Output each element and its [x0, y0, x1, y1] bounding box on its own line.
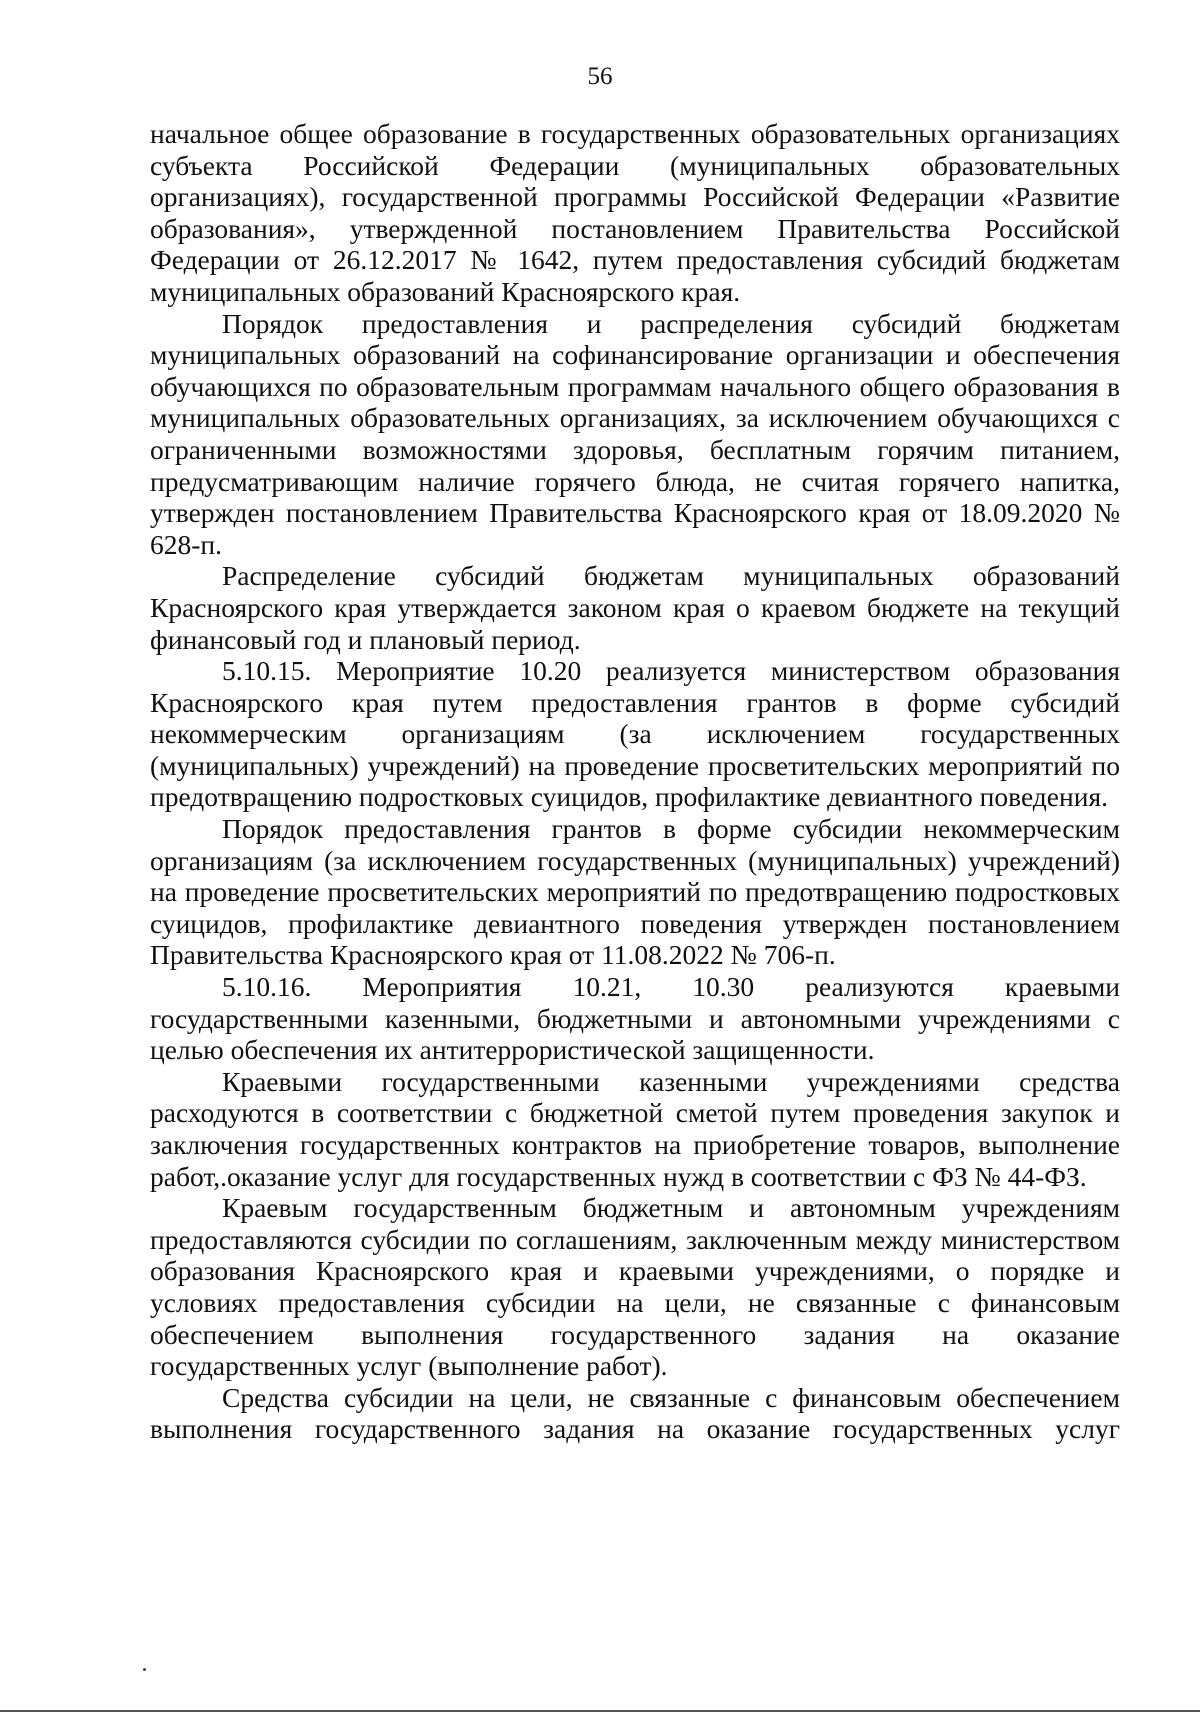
paragraph-6: 5.10.16. Мероприятия 10.21, 10.30 реализуются краевыми государственными казенными, бюджетными и автономными учреждениями с целью обеспечения их антитеррористической защищенности.: [150, 971, 1120, 1066]
paragraph-9: Средства субсидии на цели, не связанные с финансовым обеспечением выполнения государственного задания на оказание государственных услуг: [150, 1381, 1120, 1445]
paragraph-2: Порядок предоставления и распределения субсидий бюджетам муниципальных образований на софинансирование организации и обеспечения обучающихся по образовательным программам начального общего образования в муниципальных образовательных организациях, за исключением обучающихся с ограниченными возможностями здоровья, бесплатным горячим питанием, предусматривающим наличие горячего блюда, не считая горячего напитка, утвержден постановлением Правительства Красноярского края от 18.09.2020 № 628-п.: [150, 307, 1120, 560]
paragraph-3: Распределение субсидий бюджетам муниципальных образований Красноярского края утверждается законом края о краевом бюджете на текущий финансовый год и плановый период.: [150, 560, 1120, 655]
paragraph-4: 5.10.15. Мероприятие 10.20 реализуется министерством образования Красноярского края путем предоставления грантов в форме субсидий некоммерческим организациям (за исключением государственных (муниципальных) учреждений) на проведение просветительских мероприятий по предотвращению подростковых суицидов, профилактике девиантного поведения.: [150, 655, 1120, 813]
paragraph-8: Краевым государственным бюджетным и автономным учреждениям предоставляются субсидии по соглашениям, заключенным между министерством образования Красноярского края и краевыми учреждениями, о порядке и условиях предоставления субсидии на цели, не связанные с финансовым обеспечением выполнения государственного задания на оказание государственных услуг (выполнение работ).: [150, 1192, 1120, 1382]
paragraph-7: Краевыми государственными казенными учреждениями средства расходуются в соответствии с бюджетной сметой путем проведения закупок и заключения государственных контрактов на приобретение товаров, выполнение работ,.оказание услуг для государственных нужд в соответствии с ФЗ № 44-ФЗ.: [150, 1065, 1120, 1192]
scan-bottom-edge: [0, 1710, 1200, 1712]
document-body: [150, 118, 1120, 1445]
scan-speck: [143, 1668, 146, 1671]
paragraph-5: Порядок предоставления грантов в форме субсидии некоммерческим организациям (за исключением государственных (муниципальных) учреждений) на проведение просветительских мероприятий по предотвращению подростковых суицидов, профилактике девиантного поведения утвержден постановлением Правительства Красноярского края от 11.08.2022 № 706-п.: [150, 813, 1120, 971]
paragraph-1: начальное общее образование в государственных образовательных организациях субъекта Российской Федерации (муниципальных образовательных организациях), государственной программы Российской Федерации «Развитие образования», утвержденной постановлением Правительства Российской Федерации от 26.12.2017 № 1642, путем предоставления субсидий бюджетам муниципальных образований Красноярского края.: [150, 118, 1120, 307]
page-number: 56: [587, 63, 613, 90]
